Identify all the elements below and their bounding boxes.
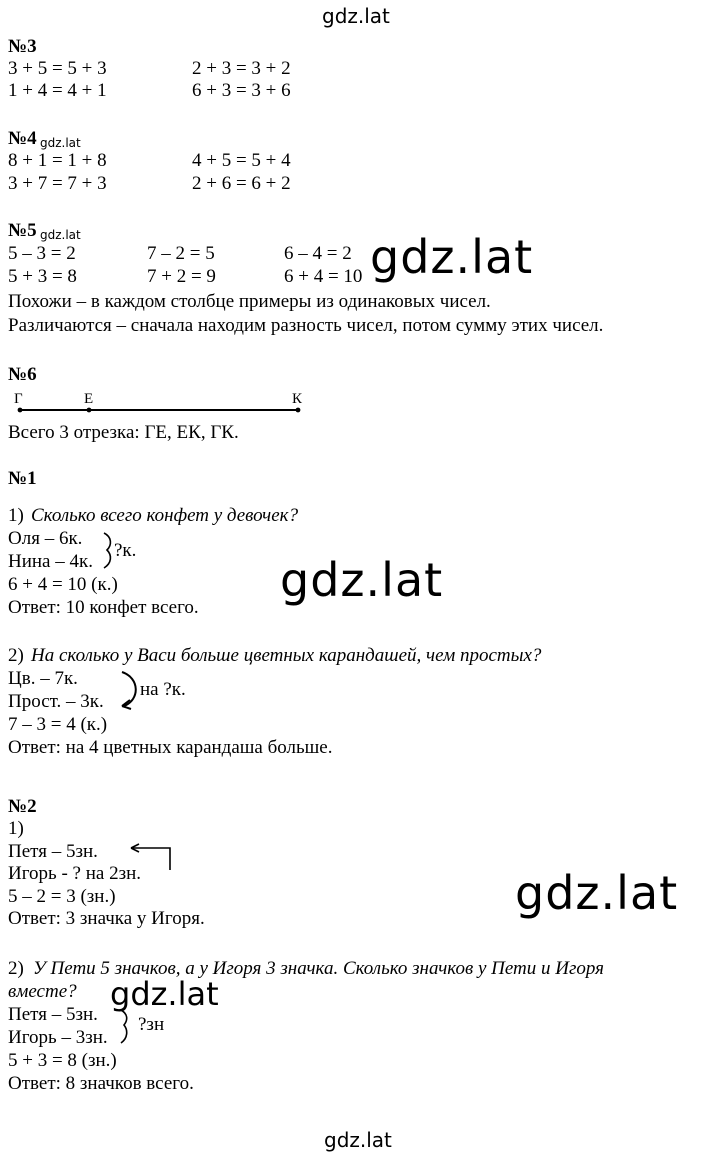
task6-title: №6 xyxy=(8,364,37,385)
task2-part2-number: 2) xyxy=(8,958,24,979)
task2-part1-line2: Игорь - ? на 2зн. xyxy=(8,863,141,884)
watermark-bottom: gdz.lat xyxy=(324,1128,392,1152)
task2-part2-brace-label: ?зн xyxy=(138,1014,165,1035)
task2-part1-line1: Петя – 5зн. xyxy=(8,841,98,862)
watermark-task5: gdz.lat xyxy=(40,228,81,242)
task1-part1-number: 1) xyxy=(8,505,24,526)
task1-part2-question: На сколько у Васи больше цветных карандашей, чем простых? xyxy=(31,645,542,666)
task5-row2-col2: 7 + 2 = 9 xyxy=(147,266,216,287)
point-label-e: Е xyxy=(84,391,94,407)
task2-part2-line1: Петя – 5зн. xyxy=(8,1004,98,1025)
task2-part2-question-b: вместе? xyxy=(8,981,77,1002)
task1-part1-question: Сколько всего конфет у девочек? xyxy=(31,505,299,526)
watermark-task4: gdz.lat xyxy=(40,136,81,150)
task1-title: №1 xyxy=(8,468,37,489)
task1-part1-answer: Ответ: 10 конфет всего. xyxy=(8,597,199,618)
watermark-medium: gdz.lat xyxy=(110,975,219,1013)
task5-row1-col3: 6 – 4 = 2 xyxy=(284,243,352,264)
task1-part2-number: 2) xyxy=(8,645,24,666)
point-k xyxy=(296,408,301,413)
watermark-top: gdz.lat xyxy=(322,4,390,28)
point-e xyxy=(87,408,92,413)
watermark-large-3: gdz.lat xyxy=(515,866,679,920)
task5-title: №5 xyxy=(8,220,37,241)
task1-part2-line1: Цв. – 7к. xyxy=(8,668,78,689)
point-label-g: Г xyxy=(14,391,23,407)
task5-row2-col3: 6 + 4 = 10 xyxy=(284,266,363,287)
task1-part1-solution: 6 + 4 = 10 (к.) xyxy=(8,574,118,595)
task3-row1-col2: 2 + 3 = 3 + 2 xyxy=(192,58,291,79)
task2-title: №2 xyxy=(8,796,37,817)
task5-similar: Похожи – в каждом столбце примеры из одинаковых чисел. xyxy=(8,291,491,312)
task3-row1-col1: 3 + 5 = 5 + 3 xyxy=(8,58,107,79)
task4-title: №4 xyxy=(8,128,37,149)
task4-row1-col1: 8 + 1 = 1 + 8 xyxy=(8,150,107,171)
task1-part1-brace-label: ?к. xyxy=(114,540,137,561)
task2-part2-solution: 5 + 3 = 8 (зн.) xyxy=(8,1050,117,1071)
task2-part2-answer: Ответ: 8 значков всего. xyxy=(8,1073,194,1094)
task1-brace xyxy=(104,533,110,568)
task1-part2-line2: Прост. – 3к. xyxy=(8,691,104,712)
task5-different: Различаются – сначала находим разность чисел, потом сумму этих чисел. xyxy=(8,315,604,336)
task1-part2-answer: Ответ: на 4 цветных карандаша больше. xyxy=(8,737,333,758)
task2-part2-line2: Игорь – 3зн. xyxy=(8,1027,108,1048)
task1-part2-solution: 7 – 3 = 4 (к.) xyxy=(8,714,108,735)
task1-part1-line2: Нина – 4к. xyxy=(8,551,93,572)
task1-part2-arrow-label: на ?к. xyxy=(140,679,186,700)
task2-part1-answer: Ответ: 3 значка у Игоря. xyxy=(8,908,205,929)
task5-row2-col1: 5 + 3 = 8 xyxy=(8,266,77,287)
point-g xyxy=(18,408,23,413)
task4-row1-col2: 4 + 5 = 5 + 4 xyxy=(192,150,291,171)
task5-row1-col1: 5 – 3 = 2 xyxy=(8,243,76,264)
watermark-large-2: gdz.lat xyxy=(280,553,444,607)
task4-row2-col2: 2 + 6 = 6 + 2 xyxy=(192,173,291,194)
task6-answer: Всего 3 отрезка: ГЕ, ЕК, ГК. xyxy=(8,422,239,443)
task1-part1-line1: Оля – 6к. xyxy=(8,528,83,549)
task3-title: №3 xyxy=(8,36,37,57)
task2-part2-question-a: У Пети 5 значков, а у Игоря 3 значка. Сколько значков у Пети и Игоря xyxy=(33,958,604,979)
task3-row2-col1: 1 + 4 = 4 + 1 xyxy=(8,80,107,101)
task4-row2-col1: 3 + 7 = 7 + 3 xyxy=(8,173,107,194)
watermark-large-1: gdz.lat xyxy=(370,230,534,284)
task2-part1-solution: 5 – 2 = 3 (зн.) xyxy=(8,886,116,907)
task5-row1-col2: 7 – 2 = 5 xyxy=(147,243,215,264)
task2-part1-number: 1) xyxy=(8,818,24,839)
point-label-k: К xyxy=(292,391,303,407)
task2-brace xyxy=(121,1010,127,1043)
task3-row2-col2: 6 + 3 = 3 + 6 xyxy=(192,80,291,101)
